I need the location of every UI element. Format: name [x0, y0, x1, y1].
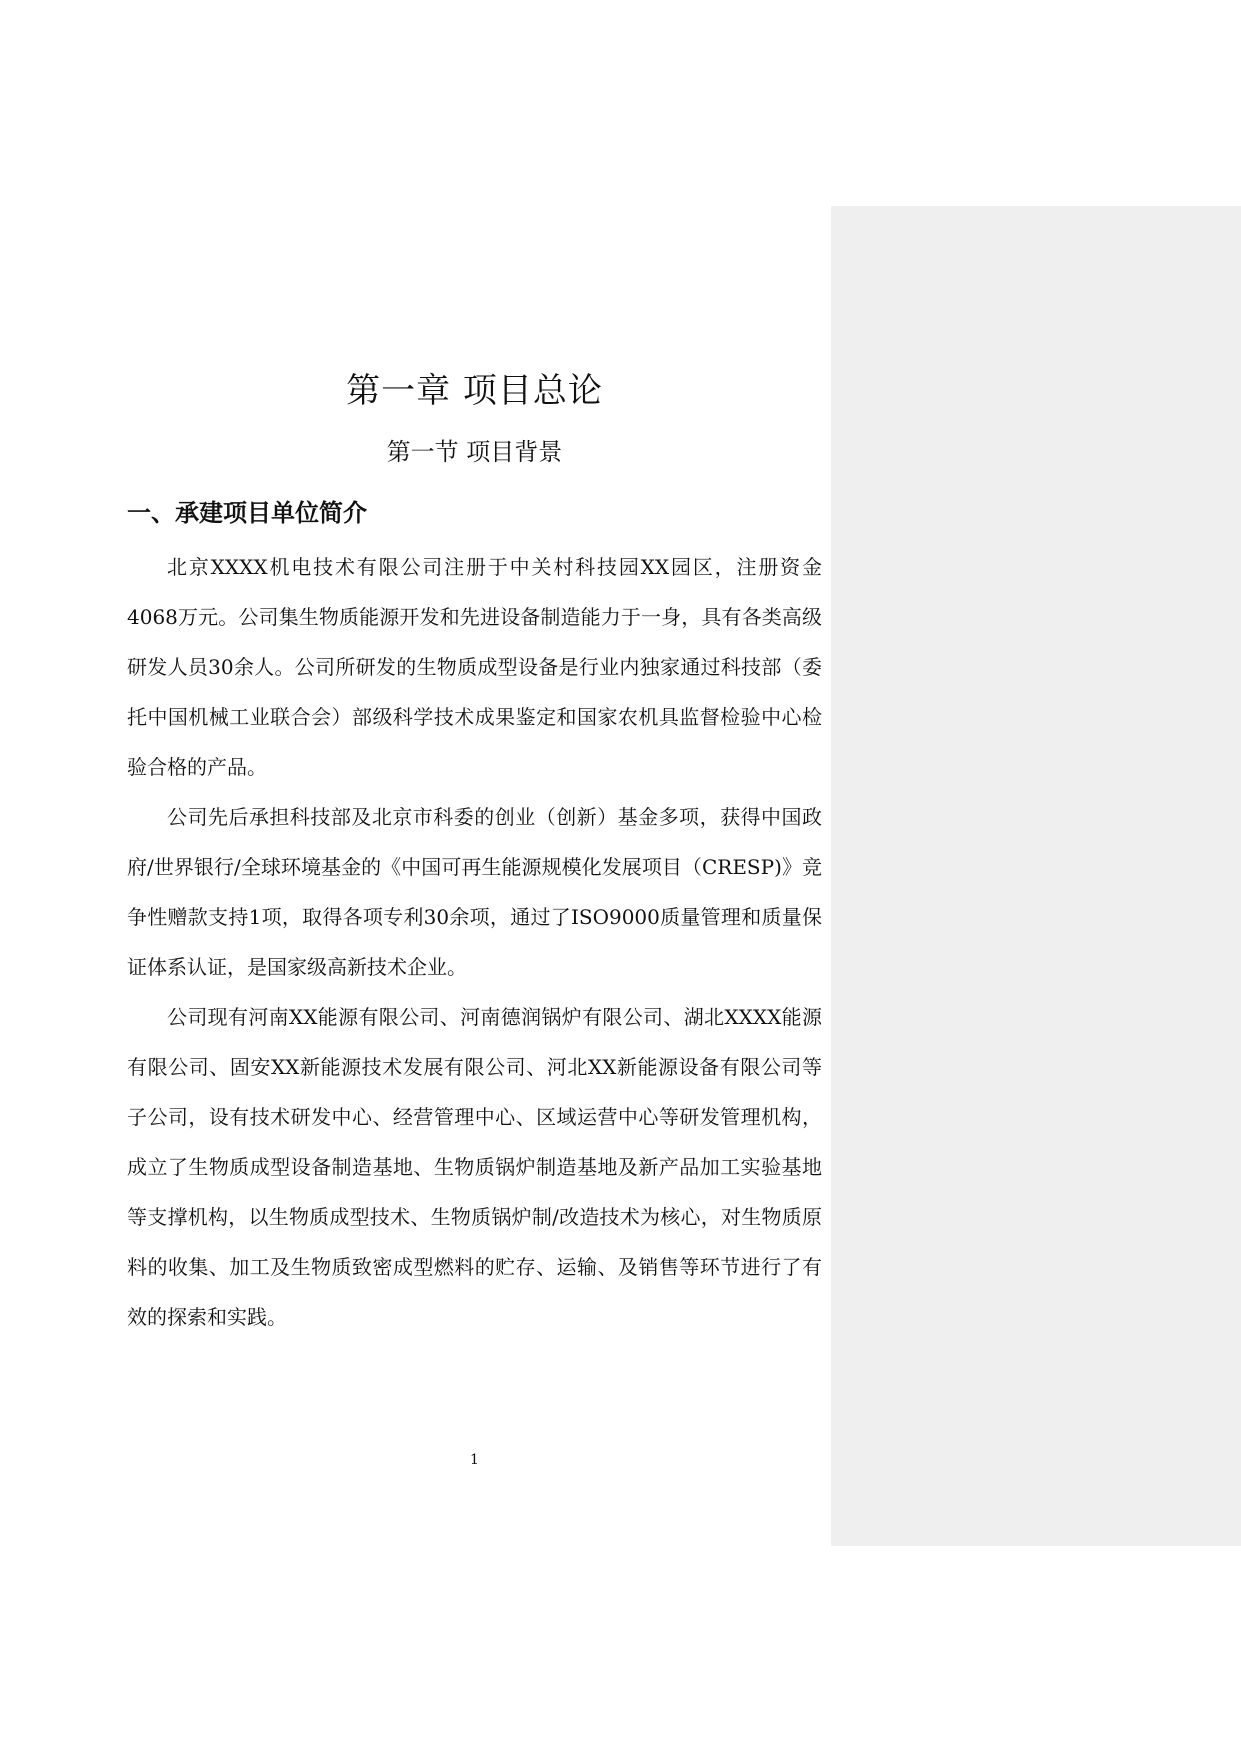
chapter-title: 第一章 项目总论	[346, 371, 603, 411]
body-text	[127, 542, 822, 1342]
paragraph-subsidiaries: 公司现有河南XX能源有限公司、河南德润锅炉有限公司、湖北XXXX能源有限公司、固安XX新能源技术发展有限公司、河北XX新能源设备有限公司等子公司，设有技术研发中心、经营管理中心、区域运营中心等研发管理机构，成立了生物质成型设备制造基地、生物质锅炉制造基地及新产品加工实验基地等支撑机构，以生物质成型技术、生物质锅炉制/改造技术为核心，对生物质原料的收集、加工及生物质致密成型燃料的贮存、运输、及销售等环节进行了有效的探索和实践。	[127, 1005, 822, 1329]
paragraph-funding-certification: 公司先后承担科技部及北京市科委的创业（创新）基金多项，获得中国政府/世界银行/全球环境基金的《中国可再生能源规模化发展项目（CRESP)》竞争性赠款支持1项，取得各项专利30余项，通过了ISO9000质量管理和质量保证体系认证，是国家级高新技术企业。	[127, 805, 822, 979]
sub-heading: 一、承建项目单位简介	[127, 499, 367, 527]
comment-margin-pane	[831, 206, 1241, 1546]
page-number: 1	[470, 1452, 479, 1468]
section-title: 第一节 项目背景	[386, 438, 563, 466]
paragraph-company-intro: 北京XXXX机电技术有限公司注册于中关村科技园XX园区，注册资金4068万元。公司集生物质能源开发和先进设备制造能力于一身，具有各类高级研发人员30余人。公司所研发的生物质成型设备是行业内独家通过科技部（委托中国机械工业联合会）部级科学技术成果鉴定和国家农机具监督检验中心检验合格的产品。	[127, 555, 822, 779]
